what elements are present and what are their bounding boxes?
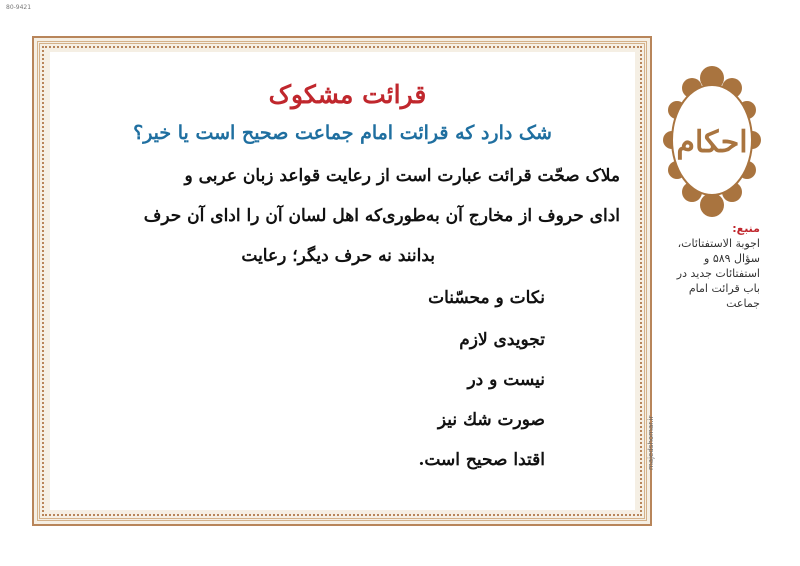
answer-line: صورت شك نیز [437,410,545,430]
image-id: 80-9421 [6,4,32,11]
praying-congregation-photo [50,230,430,510]
answer-line: اقتدا صحیح است. [418,450,545,470]
emblem-ornament-icon [652,60,772,220]
question-text: شک دارد که قرائت امام جماعت صحیح است یا خیر؟ [133,122,552,144]
answer-line: نکات و محسّنات [428,288,545,308]
website-url: majedshomar.ir [647,415,655,470]
source-label: منبع: [732,222,760,235]
emblem-text: احکام [676,125,748,160]
answer-line: نیست و در [467,370,545,390]
answer-line: بدانند نه حرف دیگر؛ رعایت [241,246,435,266]
source-text: اجوبة الاستفتائات، سؤال ۵۸۹ و استفتائات جدید در باب قرائت امام جماعت [676,237,760,310]
page-title: قرائت مشکوک [268,80,427,109]
answer-line: ادای حروف از مخارج آن به‌طوری‌که اهل لسان آن را ادای آن حرف [143,206,620,226]
answer-line: تجویدی لازم [459,330,545,350]
answer-line: ملاک صحّت قرائت عبارت است از رعایت قواعد زبان عربی و [184,166,620,186]
